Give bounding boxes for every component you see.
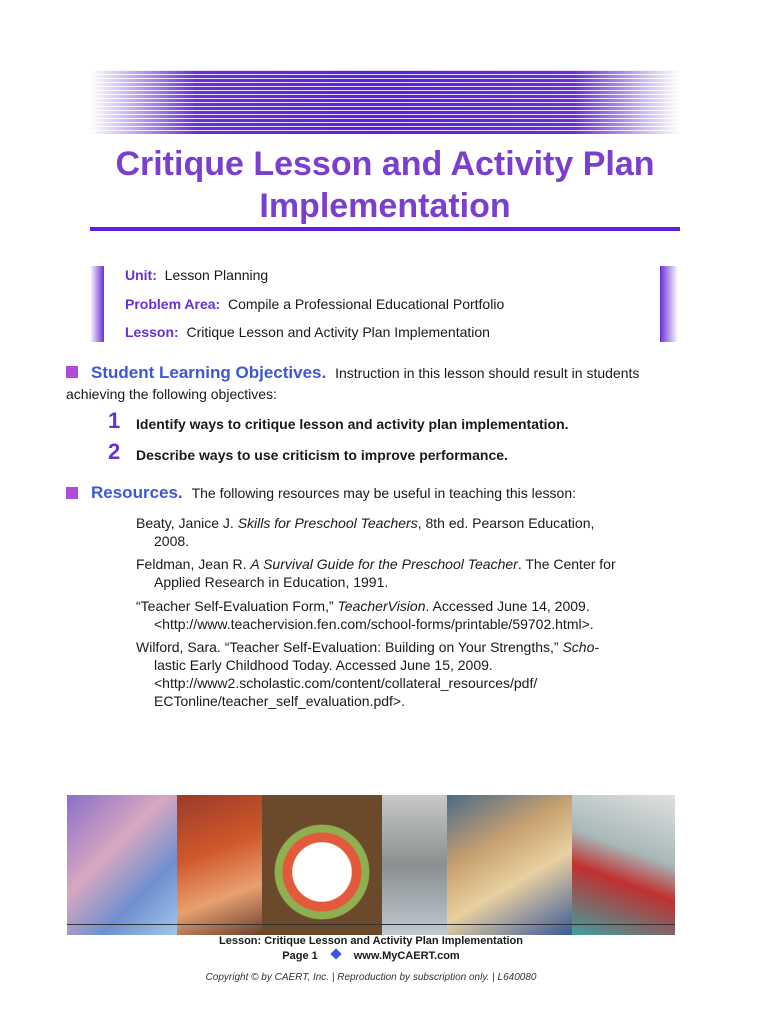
problem-area-line: Problem Area: Compile a Professional Educational Portfolio [125, 296, 505, 312]
resources-intro: Resources. The following resources may be useful in teaching this lesson: [91, 483, 576, 502]
objective-item: Identify ways to critique lesson and activity plan implementation. [136, 416, 569, 432]
objective-number: 1 [108, 408, 121, 433]
objectives-bullet-icon [66, 366, 78, 378]
objectives-intro: Student Learning Objectives. Instruction in this lesson should result in students [91, 363, 640, 382]
lesson-line: Lesson: Critique Lesson and Activity Plan Implementation [125, 324, 490, 340]
photo-collage [67, 795, 675, 935]
info-right-bar [660, 266, 678, 342]
header-banner [90, 70, 680, 134]
info-left-bar [90, 266, 104, 342]
objectives-intro-cont: achieving the following objectives: [66, 386, 277, 402]
reference-item: Beaty, Janice J. Skills for Preschool Teachers, 8th ed. Pearson Education, 2008. [136, 515, 595, 549]
reference-item: “Teacher Self-Evaluation Form,” TeacherVision. Accessed June 14, 2009. <http://www.teachervision.fen.com/school-forms/printable/59702.html>. [136, 598, 594, 632]
page-title: Critique Lesson and Activity Plan Implementation [115, 145, 655, 225]
reference-item: Feldman, Jean R. A Survival Guide for the Preschool Teacher. The Center for Applied Research in Education, 1991. [136, 556, 616, 590]
copyright-notice: Copyright © by CAERT, Inc. | Reproduction by subscription only. | L640080 [205, 972, 537, 983]
resources-bullet-icon [66, 487, 78, 499]
diamond-icon [330, 948, 341, 959]
title-divider [90, 227, 680, 231]
unit-line: Unit: Lesson Planning [125, 267, 269, 283]
footer-lesson-title: Lesson: Critique Lesson and Activity Plan Implementation [219, 935, 523, 947]
objective-item: Describe ways to use criticism to improve performance. [136, 447, 508, 463]
objective-number: 2 [108, 439, 121, 464]
footer-page-info: Page 1 www.MyCAERT.com [282, 950, 460, 962]
reference-item: Wilford, Sara. “Teacher Self-Evaluation: Building on Your Strengths,” Scho- lastic Early Childhood Today. Accessed June 15, 2009. <http://www2.scholastic.com/content/collateral_resources/pdf/ ECTonline/teacher_self_evaluation.pdf>. [136, 639, 600, 709]
footer-divider [67, 924, 675, 925]
